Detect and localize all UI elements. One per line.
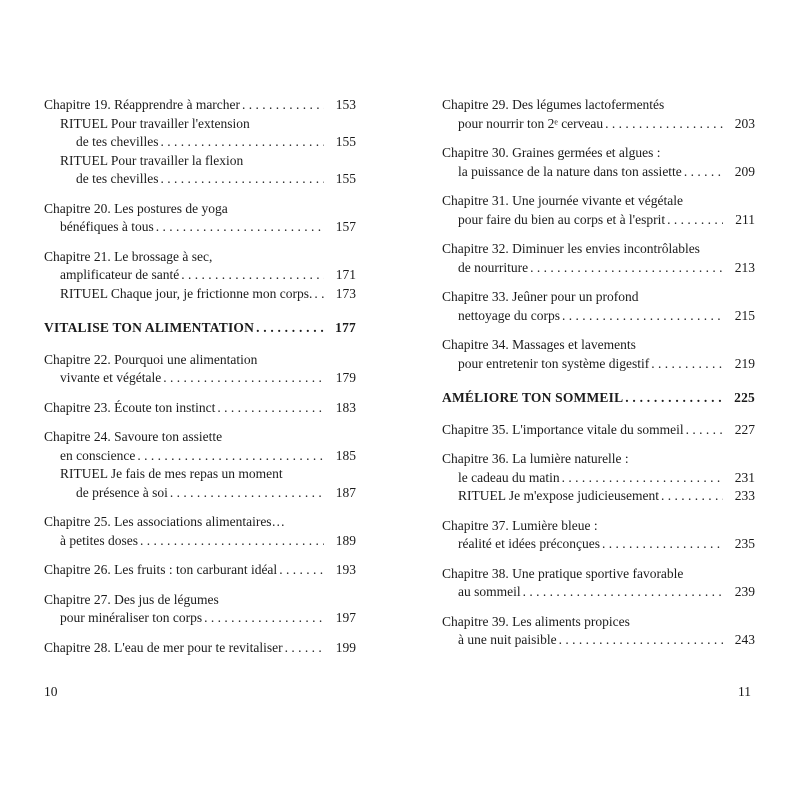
toc-line-text: nettoyage du corps (458, 307, 560, 323)
toc-page-number: 235 (734, 536, 755, 551)
toc-page-number: 233 (734, 488, 755, 503)
toc-line (44, 609, 356, 628)
dot-leader (285, 639, 324, 658)
toc-line (442, 631, 755, 650)
toc-line (44, 399, 356, 418)
page-number-left: 10 (44, 684, 58, 699)
toc-section-heading (442, 389, 755, 408)
toc-line (44, 561, 356, 580)
toc-line-text: AMÉLIORE TON SOMMEIL (442, 390, 624, 405)
toc-line-text: la puissance de la nature dans ton assiette (458, 163, 682, 179)
toc-entry (44, 96, 356, 189)
toc-left-page (44, 96, 356, 668)
toc-page-number: 185 (335, 447, 356, 463)
toc-line (442, 565, 755, 584)
toc-line-text: Chapitre 27. Des jus de légumes (44, 591, 219, 607)
toc-line-text: de tes chevilles (76, 134, 159, 149)
dot-leader (242, 96, 324, 115)
toc-line-text: amplificateur de santé (60, 267, 180, 282)
toc-page-number: 203 (734, 115, 755, 131)
toc-page-number: 225 (734, 390, 755, 405)
toc-page-number: 219 (734, 355, 755, 371)
toc-entry (442, 450, 755, 506)
toc-page-number: 197 (335, 610, 356, 625)
toc-line (442, 355, 755, 374)
toc-line (442, 535, 755, 554)
toc-page-number: 193 (335, 562, 356, 577)
toc-line-text: de présence à soi (76, 484, 168, 500)
dot-leader (530, 259, 723, 278)
toc-line (442, 307, 755, 326)
toc-line (442, 583, 755, 602)
toc-page-number: 179 (335, 370, 356, 385)
toc-line (44, 484, 356, 503)
dot-leader (625, 389, 723, 408)
toc-line-text: VITALISE TON ALIMENTATION (44, 320, 255, 335)
dot-leader (559, 631, 723, 650)
toc-line-text: Chapitre 34. Massages et lavements (442, 337, 636, 352)
toc-page-number: 183 (335, 399, 356, 415)
toc-line (442, 288, 755, 307)
toc-line (442, 517, 755, 536)
toc-line-text: pour faire du bien au corps et à l'esprit (458, 211, 666, 227)
toc-line-text: Chapitre 28. L'eau de mer pour te revitaliser (44, 639, 283, 655)
toc-entry (44, 513, 356, 550)
dot-leader (686, 421, 723, 440)
dot-leader (217, 399, 324, 418)
dot-leader (605, 115, 723, 134)
toc-line (44, 218, 356, 237)
toc-line-text: RITUEL Pour travailler l'extension (60, 115, 250, 131)
toc-line-text: Chapitre 39. Les aliments propices (442, 613, 630, 629)
dot-leader (279, 561, 324, 580)
toc-line (442, 613, 755, 632)
toc-line-text: Chapitre 22. Pourquoi une alimentation (44, 351, 258, 367)
dot-leader (156, 218, 324, 237)
toc-line (44, 285, 356, 304)
toc-entry (442, 96, 755, 133)
toc-line (44, 115, 356, 134)
toc-page-number: 187 (335, 484, 356, 500)
toc-line-text: bénéfiques à tous (60, 219, 154, 234)
toc-line-text: Chapitre 21. Le brossage à sec, (44, 248, 213, 264)
toc-line-text: en conscience (60, 447, 136, 463)
toc-line-text: RITUEL Chaque jour, je frictionne mon corps. (60, 285, 313, 301)
toc-page-number: 171 (335, 267, 356, 282)
toc-line-text: RITUEL Je m'expose judicieusement (458, 488, 660, 503)
toc-line-text: Chapitre 19. Réapprendre à marcher (44, 97, 241, 112)
toc-entry (44, 200, 356, 237)
toc-entry (44, 639, 356, 658)
toc-page-number: 189 (335, 532, 356, 548)
toc-line-text: pour entretenir ton système digestif (458, 355, 650, 371)
toc-line-text: le cadeau du matin (458, 469, 560, 485)
toc-page-number: 173 (335, 285, 356, 301)
toc-entry (442, 192, 755, 229)
toc-entry (442, 336, 755, 373)
toc-line (442, 192, 755, 211)
toc-line (44, 465, 356, 484)
toc-line (442, 389, 755, 408)
toc-line-text: Chapitre 20. Les postures de yoga (44, 200, 228, 216)
toc-line (44, 513, 356, 532)
toc-entry (44, 399, 356, 418)
dot-leader (204, 609, 324, 628)
toc-line (44, 248, 356, 267)
toc-page-number: 215 (734, 307, 755, 323)
toc-line-text: Chapitre 32. Diminuer les envies incontrôlables (442, 241, 700, 256)
toc-line (44, 369, 356, 388)
toc-page-number: 209 (734, 163, 755, 179)
toc-line-text: réalité et idées préconçues (458, 536, 601, 551)
toc-line-text: Chapitre 37. Lumière bleue : (442, 517, 598, 533)
toc-line (44, 532, 356, 551)
dot-leader (523, 583, 723, 602)
toc-line (442, 469, 755, 488)
toc-page-number: 153 (335, 97, 356, 112)
toc-line (44, 591, 356, 610)
toc-line (442, 259, 755, 278)
toc-line (44, 152, 356, 171)
toc-page-number: 157 (335, 219, 356, 234)
toc-page-number: 227 (734, 421, 755, 437)
toc-line-text: à une nuit paisible (458, 632, 557, 647)
toc-line (442, 450, 755, 469)
dot-leader (170, 484, 324, 503)
toc-entry (442, 565, 755, 602)
toc-line (44, 447, 356, 466)
dot-leader (651, 355, 723, 374)
toc-line-text: Chapitre 25. Les associations alimentaires… (44, 514, 286, 529)
dot-leader (140, 532, 324, 551)
toc-entry (44, 561, 356, 580)
toc-line (44, 133, 356, 152)
toc-line-text: RITUEL Je fais de mes repas un moment (60, 466, 283, 481)
dot-leader (562, 307, 723, 326)
toc-page-number: 239 (734, 584, 755, 599)
toc-entry (442, 240, 755, 277)
toc-line (442, 144, 755, 163)
dot-leader (256, 319, 324, 338)
toc-page-number: 211 (735, 211, 755, 227)
page-number-right: 11 (738, 684, 751, 699)
toc-entry (442, 613, 755, 650)
toc-line-text: RITUEL Pour travailler la flexion (60, 152, 244, 168)
toc-page-number: 177 (335, 320, 356, 335)
dot-leader (684, 163, 723, 182)
toc-line (442, 211, 755, 230)
toc-line-text: Chapitre 29. Des légumes lactofermentés (442, 97, 665, 112)
toc-line-text: Chapitre 36. La lumière naturelle : (442, 451, 629, 466)
toc-page-number: 199 (335, 639, 356, 655)
toc-entry (44, 248, 356, 304)
toc-line (442, 115, 755, 134)
toc-page-number: 243 (734, 632, 755, 647)
toc-line-text: au sommeil (458, 584, 521, 599)
toc-line (442, 336, 755, 355)
toc-line-text: pour minéraliser ton corps (60, 610, 203, 625)
dot-leader (137, 447, 324, 466)
toc-line-text: Chapitre 31. Une journée vivante et végétale (442, 193, 684, 208)
toc-line (442, 240, 755, 259)
toc-entry (44, 351, 356, 388)
toc-page-number: 155 (335, 134, 356, 149)
toc-line-text: Chapitre 30. Graines germées et algues : (442, 145, 661, 160)
dot-leader (160, 133, 324, 152)
toc-page-number: 231 (734, 469, 755, 485)
dot-leader (667, 211, 723, 230)
toc-right-page (442, 96, 755, 661)
toc-line-text: à petites doses (60, 532, 138, 548)
dot-leader (314, 285, 324, 304)
toc-entry (442, 421, 755, 440)
toc-entry (442, 517, 755, 554)
toc-line (44, 319, 356, 338)
toc-page-number: 213 (734, 259, 755, 275)
dot-leader (163, 369, 324, 388)
toc-line (442, 421, 755, 440)
toc-entry (442, 144, 755, 181)
toc-page-number: 155 (335, 171, 356, 186)
toc-line-text: vivante et végétale (60, 370, 162, 385)
toc-line-text: Chapitre 26. Les fruits : ton carburant idéal (44, 562, 278, 577)
toc-line (44, 639, 356, 658)
toc-line (44, 428, 356, 447)
toc-line-text: de tes chevilles (76, 171, 159, 186)
toc-entry (44, 428, 356, 502)
toc-line-text: pour nourrir ton 2ᵉ cerveau (458, 115, 604, 131)
toc-line-text: Chapitre 35. L'importance vitale du sommeil (442, 421, 684, 437)
toc-line (44, 200, 356, 219)
toc-line-text: Chapitre 23. Écoute ton instinct (44, 399, 216, 415)
toc-line (442, 96, 755, 115)
dot-leader (602, 535, 723, 554)
toc-line (442, 163, 755, 182)
toc-line-text: de nourriture (458, 259, 529, 275)
toc-section-heading (44, 319, 356, 338)
toc-entry (442, 288, 755, 325)
toc-line (44, 96, 356, 115)
toc-line-text: Chapitre 24. Savoure ton assiette (44, 429, 223, 444)
dot-leader (181, 266, 324, 285)
toc-entry (44, 591, 356, 628)
dot-leader (661, 487, 723, 506)
toc-line-text: Chapitre 38. Une pratique sportive favorable (442, 565, 684, 581)
toc-line (44, 266, 356, 285)
toc-line (442, 487, 755, 506)
toc-line-text: Chapitre 33. Jeûner pour un profond (442, 289, 639, 304)
toc-line (44, 170, 356, 189)
dot-leader (562, 469, 723, 488)
toc-line (44, 351, 356, 370)
dot-leader (160, 170, 324, 189)
